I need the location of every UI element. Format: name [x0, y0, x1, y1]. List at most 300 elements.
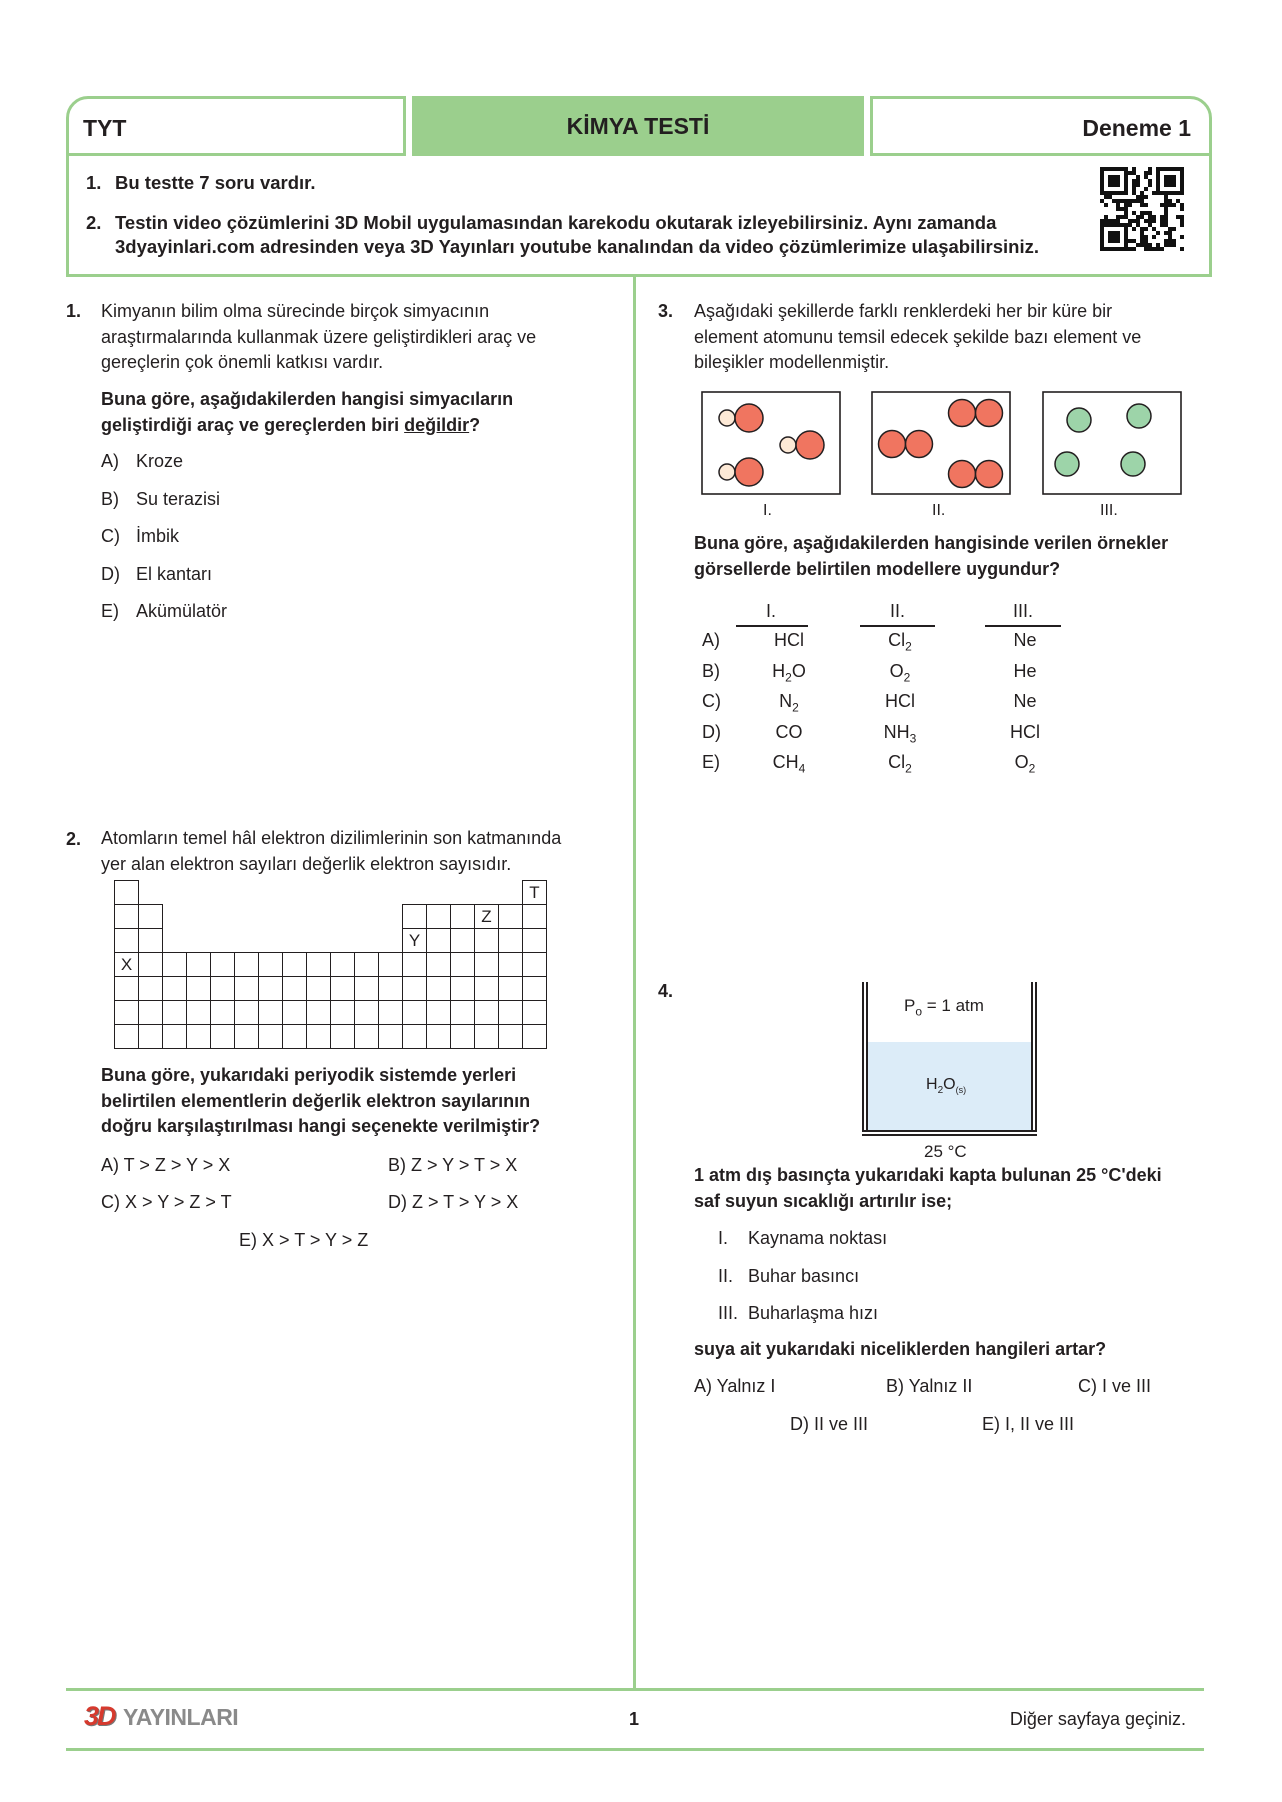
table-cell [307, 1001, 331, 1025]
logo-3d: 3D [84, 1701, 115, 1731]
table-cell [187, 929, 211, 953]
table-cell [427, 1025, 451, 1049]
table-cell [211, 977, 235, 1001]
option-letter: A) [101, 451, 119, 471]
formula: Cl [888, 752, 906, 772]
formula: O [1014, 752, 1029, 772]
cell [985, 722, 1065, 743]
table-cell [331, 977, 355, 1001]
q1-line: Kimyanın bilim olma sürecinde birçok simyacının [101, 301, 490, 321]
water-h: H [926, 1076, 938, 1093]
qr-module [1180, 191, 1184, 195]
table-cell [523, 953, 547, 977]
q3-option-row[interactable] [702, 691, 1102, 722]
formula: HCl [1010, 721, 1040, 742]
qr-module [1116, 183, 1120, 187]
next-page-note: Diğer sayfaya geçiniz. [1009, 1709, 1186, 1729]
table-cell [163, 953, 187, 977]
table-cell [331, 905, 355, 929]
cell [754, 691, 824, 715]
table-cell [283, 977, 307, 1001]
cell [860, 630, 940, 654]
qr-module [1132, 227, 1136, 231]
formula: CO [775, 721, 803, 742]
water-subscript: 2 [937, 1085, 944, 1097]
q3-header-rule-1 [736, 625, 808, 627]
cell [985, 691, 1065, 712]
model-label-3: III. [1100, 502, 1118, 519]
q2-option-c[interactable]: C) X > Y > Z > T [101, 1192, 232, 1212]
q3-col-header-2: II. [890, 601, 906, 621]
q1-ask2a: geliştirdiği araç ve gereçlerden biri [101, 414, 405, 435]
table-cell [475, 1025, 499, 1049]
formula: He [1013, 660, 1037, 681]
q4-ask: 1 atm dış basınçta yukarıdaki kapta bulunan 25 °C'deki [694, 1165, 1162, 1185]
table-cell [499, 953, 523, 977]
table-cell [187, 905, 211, 929]
cell [985, 630, 1065, 651]
table-cell [355, 881, 379, 905]
qr-code-icon[interactable] [1100, 167, 1184, 251]
subscript: 4 [798, 761, 806, 776]
cell [860, 691, 940, 712]
table-cell [427, 1001, 451, 1025]
table-cell [283, 1001, 307, 1025]
q3-col-header-3: III. [1013, 601, 1034, 621]
q1-option[interactable] [101, 564, 227, 602]
note-1-num: 1. [86, 172, 102, 193]
header-left: TYT [83, 115, 127, 141]
table-cell [451, 977, 475, 1001]
water-label [926, 1076, 966, 1096]
table-cell [139, 1001, 163, 1025]
option-text: Akümülatör [136, 601, 228, 621]
table-cell [235, 977, 259, 1001]
pressure-value: = 1 atm [922, 996, 984, 1015]
table-cell [163, 1025, 187, 1049]
subscript: 3 [909, 731, 917, 746]
table-cell [355, 953, 379, 977]
table-cell [163, 1001, 187, 1025]
q2-line: Atomların temel hâl elektron dizilimlerinin son katmanında [101, 828, 562, 848]
table-cell [451, 929, 475, 953]
table-cell [259, 881, 283, 905]
header-right: Deneme 1 [1082, 115, 1191, 141]
note-2-line1: Testin video çözümlerini 3D Mobil uygulamasından karekodu okutarak izleyebilirsiniz. Aynı zamanda [115, 212, 997, 233]
pressure-subscript: o [915, 1004, 923, 1019]
q1-line: gereçlerin çok önemli katkısı vardır. [101, 352, 384, 372]
table-cell [115, 881, 139, 905]
table-cell [427, 977, 451, 1001]
cell [754, 752, 824, 776]
table-cell [379, 953, 403, 977]
table-cell [523, 977, 547, 1001]
qr-module [1132, 247, 1136, 251]
header-right-box [870, 96, 1212, 156]
q1-question [101, 387, 601, 438]
q1-option[interactable] [101, 451, 227, 489]
table-cell [283, 1025, 307, 1049]
table-cell [187, 1001, 211, 1025]
q3-stem [694, 299, 1214, 376]
table-cell [379, 977, 403, 1001]
table-cell [475, 929, 499, 953]
q3-question [694, 531, 1214, 582]
table-cell [451, 1001, 475, 1025]
cell [754, 661, 824, 685]
table-cell [139, 881, 163, 905]
formula: Ne [1013, 630, 1037, 650]
qr-module [1172, 183, 1176, 187]
option-letter: B) [101, 488, 119, 509]
table-cell [307, 881, 331, 905]
table-cell [187, 977, 211, 1001]
q3-line: Aşağıdaki şekillerde farklı renklerdeki her bir küre bir [694, 301, 1113, 321]
subscript: 2 [792, 700, 799, 715]
option-text: Kroze [136, 451, 184, 471]
table-cell [139, 905, 163, 929]
table-cell [211, 1025, 235, 1049]
q4-ask: saf suyun sıcaklığı artırılır ise; [694, 1190, 953, 1211]
table-cell [499, 905, 523, 929]
element-z: Z [475, 905, 499, 929]
table-cell [115, 905, 139, 929]
table-cell [235, 881, 259, 905]
table-cell [139, 953, 163, 977]
table-cell [163, 929, 187, 953]
column-divider [633, 277, 636, 1688]
element-y: Y [403, 929, 427, 953]
table-cell [499, 1025, 523, 1049]
table-cell [283, 905, 307, 929]
q1-line: araştırmalarında kullanmak üzere geliştirdikleri araç ve [101, 326, 537, 347]
table-cell [403, 905, 427, 929]
water-o: O [943, 1076, 956, 1093]
beaker-bottom [862, 1130, 1037, 1136]
model-box-3 [1043, 392, 1181, 494]
table-cell [331, 881, 355, 905]
footer-rule-top [66, 1688, 1204, 1691]
option-text: Su terazisi [136, 488, 221, 509]
q1-option[interactable] [101, 601, 227, 639]
model-label-2: II. [932, 502, 946, 519]
item-text: Buhar basıncı [748, 1265, 860, 1286]
formula: N [779, 691, 793, 711]
table-cell [115, 929, 139, 953]
q4-option-e[interactable]: E) I, II ve III [982, 1414, 1075, 1434]
q3-number: 3. [658, 301, 674, 321]
temperature-label: 25 °C [924, 1142, 967, 1161]
qr-module [1144, 195, 1148, 199]
table-cell [259, 905, 283, 929]
formula: CH [772, 752, 799, 772]
table-cell [187, 881, 211, 905]
q3-answer-table [702, 630, 1102, 783]
q2-option-d[interactable]: D) Z > T > Y > X [388, 1192, 519, 1212]
table-cell [523, 905, 547, 929]
q3-option-row[interactable] [702, 752, 1102, 783]
table-cell [259, 953, 283, 977]
table-cell [379, 1001, 403, 1025]
cell [985, 661, 1065, 682]
table-cell [235, 953, 259, 977]
option-letter: B) [702, 660, 720, 681]
table-cell [115, 977, 139, 1001]
notes-box [66, 153, 1212, 277]
table-cell [379, 905, 403, 929]
formula: NH [883, 721, 910, 742]
qr-module [1104, 203, 1108, 207]
q1-option[interactable] [101, 526, 227, 564]
logo-text: YAYINLARI [122, 1704, 239, 1730]
table-cell [115, 1001, 139, 1025]
q1-options [101, 451, 227, 639]
table-cell [355, 1025, 379, 1049]
q4-number: 4. [658, 981, 674, 1001]
element-x: X [115, 953, 139, 977]
qr-module [1152, 219, 1156, 223]
qr-module [1148, 171, 1152, 175]
table-cell [403, 953, 427, 977]
q4-option-b[interactable]: B) Yalnız II [886, 1376, 973, 1396]
qr-module [1172, 227, 1176, 231]
periodic-table [114, 880, 547, 1049]
table-cell [403, 1025, 427, 1049]
q1-stem [101, 299, 601, 376]
subscript: 2 [905, 761, 912, 776]
beaker-wall-right [1031, 982, 1037, 1136]
q4-option-c[interactable]: C) I ve III [1078, 1376, 1152, 1396]
table-cell [307, 905, 331, 929]
table-cell [427, 929, 451, 953]
item-text: Kaynama noktası [748, 1228, 888, 1248]
q3-option-row[interactable] [702, 722, 1102, 753]
qr-module [1172, 243, 1176, 247]
formula: HCl [885, 691, 915, 711]
table-cell [379, 1025, 403, 1049]
q4-items [718, 1228, 887, 1341]
formula: HCl [774, 630, 804, 650]
table-cell [235, 929, 259, 953]
page-number: 1 [629, 1709, 640, 1729]
publisher-logo [84, 1701, 238, 1733]
q1-option[interactable] [101, 489, 227, 527]
q1-ask2b: ? [469, 414, 481, 435]
qr-module [1124, 191, 1128, 195]
qr-module [1180, 247, 1184, 251]
qr-module [1128, 203, 1132, 207]
note-2-line2: 3dyayinlari.com adresinden veya 3D Yayınları youtube kanalından da video çözümlerimize ulaşabilirsiniz. [115, 236, 1039, 257]
formula: O [791, 660, 806, 681]
qr-module [1144, 227, 1148, 231]
qr-module [1144, 203, 1148, 207]
table-cell [235, 1001, 259, 1025]
table-cell [139, 977, 163, 1001]
table-cell [259, 1001, 283, 1025]
cell [860, 722, 940, 746]
q4-option-a[interactable]: A) Yalnız I [694, 1376, 776, 1396]
table-cell [211, 929, 235, 953]
note-2-num: 2. [86, 212, 102, 233]
option-letter: C) [702, 691, 721, 711]
item-number: II. [718, 1265, 734, 1286]
option-letter: A) [702, 630, 720, 650]
table-cell [355, 905, 379, 929]
table-cell [163, 881, 187, 905]
table-cell [451, 953, 475, 977]
table-cell [331, 1025, 355, 1049]
q2-option-a[interactable]: A) T > Z > Y > X [101, 1155, 231, 1175]
q4-question [694, 1163, 1234, 1214]
header-left-box [66, 96, 406, 156]
table-cell [307, 929, 331, 953]
q2-question [101, 1063, 621, 1140]
table-cell [523, 1001, 547, 1025]
table-cell [211, 953, 235, 977]
table-cell [427, 881, 451, 905]
table-cell [451, 1025, 475, 1049]
q3-option-row[interactable] [702, 630, 1102, 661]
q2-ask: belirtilen elementlerin değerlik elektron sayılarının [101, 1090, 531, 1111]
option-letter: D) [702, 721, 721, 742]
q3-ask: görsellerde belirtilen modellere uygundur? [694, 558, 1061, 579]
qr-module [1172, 203, 1176, 207]
table-cell [403, 977, 427, 1001]
qr-module [1180, 207, 1184, 211]
subscript: 2 [903, 670, 911, 685]
note-1-text: Bu testte 7 soru vardır. [115, 172, 316, 193]
q4-item [718, 1228, 887, 1266]
table-cell [499, 881, 523, 905]
pressure-label [904, 996, 984, 1018]
table-cell [139, 1025, 163, 1049]
table-cell [211, 1001, 235, 1025]
q3-ask: Buna göre, aşağıdakilerden hangisinde verilen örnekler [694, 533, 1169, 553]
table-cell [283, 929, 307, 953]
table-cell [259, 977, 283, 1001]
pressure-symbol: P [904, 996, 916, 1015]
table-cell [355, 1001, 379, 1025]
item-number: I. [718, 1228, 729, 1248]
q1-ask1: Buna göre, aşağıdakilerden hangisi simyacıların [101, 389, 514, 409]
table-cell [307, 953, 331, 977]
table-cell [187, 1025, 211, 1049]
q3-header-rule-2 [860, 625, 935, 627]
table-cell [451, 881, 475, 905]
q2-option-e[interactable]: E) X > T > Y > Z [239, 1230, 369, 1250]
qr-module [1180, 235, 1184, 239]
table-cell [427, 953, 451, 977]
formula: O [889, 660, 904, 681]
qr-module [1148, 183, 1152, 187]
q3-line: element atomunu temsil edecek şekilde bazı element ve [694, 326, 1142, 347]
cell [754, 630, 824, 651]
table-cell [475, 881, 499, 905]
q3-option-row[interactable] [702, 661, 1102, 692]
option-letter: C) [101, 526, 120, 546]
qr-module [1160, 247, 1164, 251]
header-center-box [412, 96, 864, 156]
qr-module [1136, 183, 1140, 187]
table-cell [475, 1001, 499, 1025]
table-cell [451, 905, 475, 929]
q3-header-rule-3 [985, 625, 1061, 627]
q3-col-header-1: I. [766, 601, 777, 621]
q4-ask2: suya ait yukarıdaki niceliklerden hangileri artar? [694, 1339, 1107, 1359]
subscript: 2 [905, 639, 912, 654]
option-letter: E) [702, 752, 720, 772]
qr-module [1156, 231, 1160, 235]
option-letter: E) [101, 601, 119, 621]
table-cell [379, 881, 403, 905]
table-cell [139, 929, 163, 953]
qr-module [1116, 239, 1120, 243]
table-cell [499, 929, 523, 953]
table-cell [403, 881, 427, 905]
cell [860, 752, 940, 776]
table-cell [163, 977, 187, 1001]
q2-ask: doğru karşılaştırılması hangi seçenekte verilmiştir? [101, 1116, 541, 1136]
q2-option-b[interactable]: B) Z > Y > T > X [388, 1155, 518, 1175]
qr-module [1180, 223, 1184, 227]
table-cell [475, 977, 499, 1001]
q2-number: 2. [66, 829, 82, 849]
table-cell [187, 953, 211, 977]
formula: Ne [1013, 691, 1037, 711]
cell [985, 752, 1065, 776]
subscript: 2 [785, 670, 792, 685]
item-number: III. [718, 1303, 739, 1323]
table-cell [235, 1025, 259, 1049]
table-cell [211, 905, 235, 929]
table-cell [283, 881, 307, 905]
table-cell [523, 929, 547, 953]
formula: Cl [888, 630, 906, 650]
table-cell [403, 1001, 427, 1025]
table-cell [331, 953, 355, 977]
subscript: 2 [1028, 761, 1036, 776]
option-text: El kantarı [136, 563, 213, 584]
qr-module [1152, 235, 1156, 239]
option-text: İmbik [136, 526, 180, 546]
table-cell [235, 905, 259, 929]
q4-item [718, 1303, 887, 1341]
table-cell [379, 929, 403, 953]
table-cell [259, 1025, 283, 1049]
q2-stem [101, 826, 621, 877]
q2-ask: Buna göre, yukarıdaki periyodik sistemde yerleri [101, 1065, 517, 1085]
qr-module [1144, 187, 1148, 191]
table-cell [283, 953, 307, 977]
beaker [862, 982, 1037, 1136]
table-cell [331, 929, 355, 953]
q1-ask2u: değildir [404, 414, 470, 435]
item-text: Buharlaşma hızı [748, 1303, 879, 1323]
q4-option-d[interactable]: D) II ve III [790, 1414, 869, 1434]
q2-line: yer alan elektron sayıları değerlik elektron sayısıdır. [101, 853, 512, 874]
model-label-1: I. [763, 502, 772, 519]
table-cell [523, 1025, 547, 1049]
formula: H [772, 660, 786, 681]
q4-item [718, 1266, 887, 1304]
table-cell [475, 953, 499, 977]
q1-number: 1. [66, 301, 82, 321]
table-cell [499, 1001, 523, 1025]
option-letter: D) [101, 563, 120, 584]
table-cell [331, 1001, 355, 1025]
table-cell [163, 905, 187, 929]
cell [860, 661, 940, 685]
